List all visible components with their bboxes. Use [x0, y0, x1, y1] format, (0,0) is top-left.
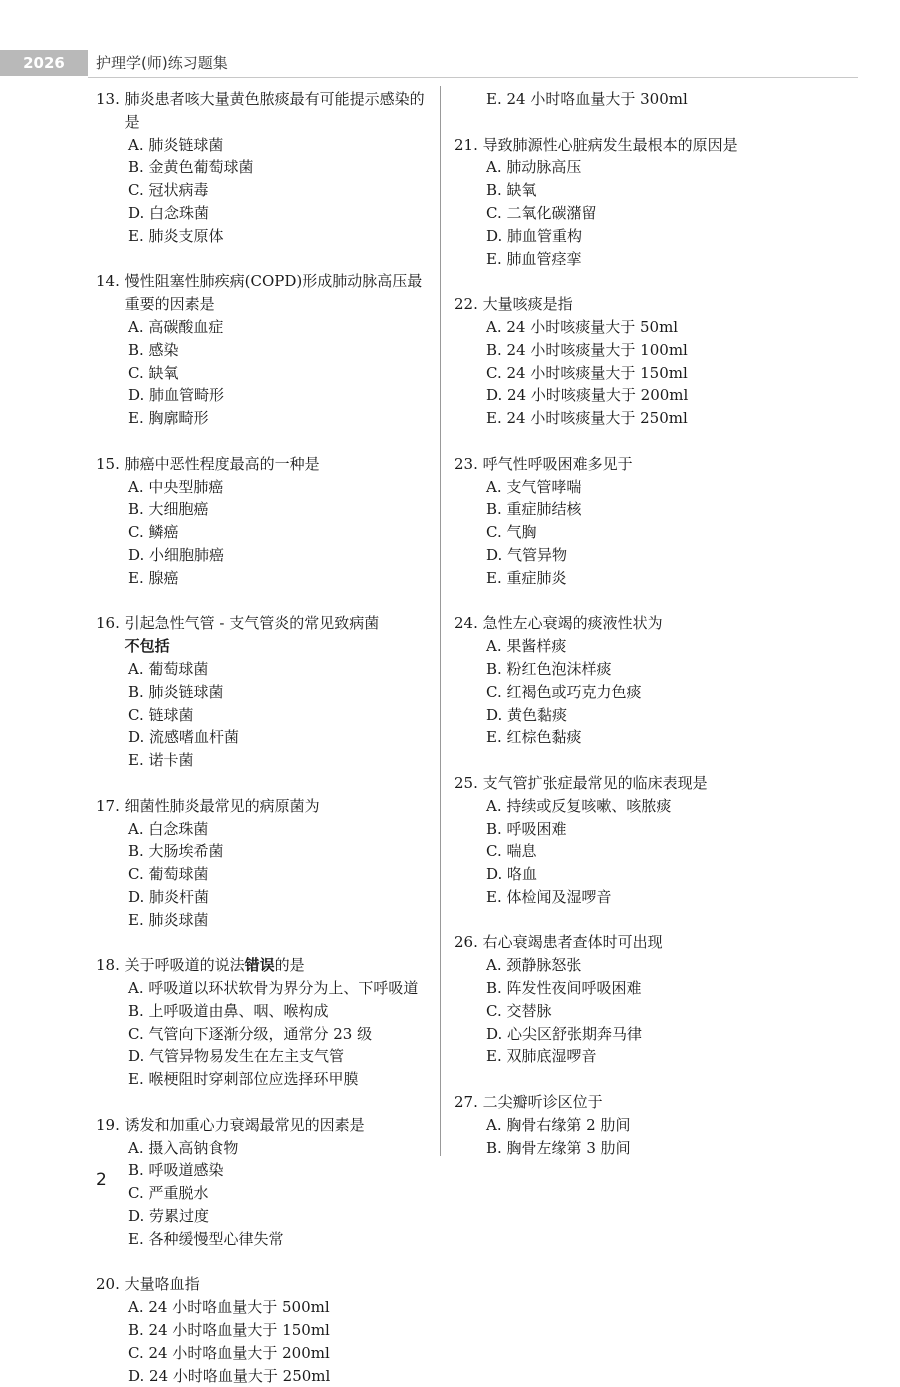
- option-e: E. 肺炎支原体: [128, 226, 224, 245]
- option-d: D. 小细胞肺癌: [128, 545, 225, 564]
- question-14: [96, 270, 432, 430]
- option-c: C. 喘息: [486, 842, 537, 861]
- question-15: [96, 453, 432, 590]
- question-stem: 大量咯血指: [124, 1275, 200, 1294]
- question-16: [96, 612, 432, 772]
- question-stem: 右心衰竭患者查体时可出现: [482, 933, 663, 952]
- question-23: [454, 453, 774, 590]
- question-number: 16.: [96, 614, 120, 633]
- option-c: C. 气胸: [486, 523, 537, 542]
- question-number: 24.: [454, 614, 478, 633]
- question-number: 18.: [96, 956, 120, 975]
- option-c: C. 二氧化碳潴留: [486, 203, 597, 222]
- option-e: E. 胸廓畸形: [128, 409, 209, 428]
- question-number: 14.: [96, 272, 120, 291]
- option-c: C. 鳞癌: [128, 523, 179, 542]
- question-22: [454, 293, 774, 430]
- option-e: E. 双肺底湿啰音: [486, 1047, 597, 1066]
- option-a: A. 呼吸道以环状软骨为界分为上、下呼吸道: [128, 979, 419, 998]
- question-number: 20.: [96, 1275, 120, 1294]
- option-c: C. 交替脉: [486, 1001, 552, 1020]
- option-a: A. 白念珠菌: [128, 819, 209, 838]
- option-e: E. 腺癌: [128, 568, 179, 587]
- question-19: [96, 1114, 432, 1251]
- option-e: E. 重症肺炎: [486, 568, 567, 587]
- option-b: B. 感染: [128, 340, 179, 359]
- header-book-title: 护理学(师)练习题集: [96, 54, 228, 72]
- option-e: E. 诺卡菌: [128, 751, 194, 770]
- option-c: C. 红褐色或巧克力色痰: [486, 682, 642, 701]
- question-18: [96, 954, 432, 1091]
- question-number: 13.: [96, 90, 120, 108]
- option-a: A. 葡萄球菌: [128, 659, 209, 678]
- option-e: E. 各种缓慢型心律失常: [128, 1229, 284, 1248]
- option-e: E. 喉梗阻时穿刺部位应选择环甲膜: [128, 1070, 359, 1089]
- question-stem-emphasis: 不包括: [124, 637, 170, 656]
- option-a: A. 果酱样痰: [486, 637, 567, 656]
- option-b: B. 大肠埃希菌: [128, 842, 224, 861]
- right-column: [454, 88, 774, 1159]
- question-stem: 肺癌中恶性程度最高的一种是: [124, 454, 320, 473]
- option-b: B. 呼吸道感染: [128, 1161, 224, 1180]
- option-a: A. 持续或反复咳嗽、咳脓痰: [486, 796, 672, 815]
- question-stem: 肺炎患者咳大量黄色脓痰最有可能提示感染的是: [124, 90, 425, 131]
- question-20-continued: [454, 88, 774, 111]
- option-b: B. 24 小时咯血量大于 150ml: [128, 1321, 330, 1340]
- option-c: C. 24 小时咳痰量大于 150ml: [486, 363, 688, 382]
- question-number: 22.: [454, 295, 478, 314]
- question-13: [96, 88, 432, 248]
- question-stem: 诱发和加重心力衰竭最常见的因素是: [124, 1115, 365, 1134]
- question-number: 15.: [96, 454, 120, 473]
- option-d: D. 肺炎杆菌: [128, 887, 210, 906]
- question-stem: 慢性阻塞性肺疾病(COPD)形成肺动脉高压最重要的因素是: [124, 272, 423, 314]
- option-b: B. 金黄色葡萄球菌: [128, 158, 254, 177]
- option-b: B. 上呼吸道由鼻、咽、喉构成: [128, 1001, 329, 1020]
- question-stem: 二尖瓣听诊区位于: [482, 1093, 603, 1112]
- question-stem-end: 的是: [274, 956, 305, 975]
- question-20: [96, 1273, 432, 1387]
- option-e: E. 体检闻及湿啰音: [486, 887, 612, 906]
- option-a: A. 肺炎链球菌: [128, 135, 224, 154]
- option-a: A. 24 小时咯血量大于 500ml: [128, 1298, 330, 1317]
- question-number: 17.: [96, 796, 120, 815]
- option-b: B. 缺氧: [486, 181, 537, 200]
- option-d: D. 肺血管畸形: [128, 386, 225, 405]
- question-25: [454, 772, 774, 909]
- option-c: C. 葡萄球菌: [128, 865, 209, 884]
- left-column: [96, 88, 432, 1387]
- option-e: E. 24 小时咯血量大于 300ml: [486, 90, 688, 108]
- question-number: 23.: [454, 454, 478, 473]
- option-b: B. 粉红色泡沫样痰: [486, 659, 612, 678]
- option-b: B. 重症肺结核: [486, 500, 582, 519]
- question-stem: 支气管扩张症最常见的临床表现是: [482, 773, 708, 792]
- option-d: D. 流感嗜血杆菌: [128, 728, 240, 747]
- option-a: A. 支气管哮喘: [486, 477, 582, 496]
- option-c: C. 气管向下逐渐分级，通常分 23 级: [128, 1024, 373, 1043]
- question-stem: 呼气性呼吸困难多见于: [482, 454, 633, 473]
- option-e: E. 红棕色黏痰: [486, 728, 582, 747]
- question-number: 25.: [454, 773, 478, 792]
- option-a: A. 摄入高钠食物: [128, 1138, 239, 1157]
- option-d: D. 24 小时咯血量大于 250ml: [128, 1366, 331, 1385]
- option-e: E. 肺炎球菌: [128, 910, 209, 929]
- option-c: C. 严重脱水: [128, 1184, 209, 1203]
- option-d: D. 黄色黏痰: [486, 705, 568, 724]
- option-b: B. 呼吸困难: [486, 819, 567, 838]
- question-number: 21.: [454, 135, 478, 154]
- option-d: D. 24 小时咳痰量大于 200ml: [486, 386, 689, 405]
- option-d: D. 肺血管重构: [486, 226, 583, 245]
- question-27: [454, 1091, 774, 1159]
- option-a: A. 24 小时咳痰量大于 50ml: [486, 317, 679, 336]
- option-b: B. 阵发性夜间呼吸困难: [486, 979, 642, 998]
- option-b: B. 肺炎链球菌: [128, 682, 224, 701]
- header-year-badge: 2026: [0, 50, 88, 76]
- question-number: 19.: [96, 1115, 120, 1134]
- page-number: 2: [96, 1170, 107, 1190]
- question-stem: 急性左心衰竭的痰液性状为: [482, 614, 663, 633]
- option-d: D. 气管异物: [486, 545, 568, 564]
- option-c: C. 冠状病毒: [128, 181, 209, 200]
- question-number: 27.: [454, 1093, 478, 1112]
- option-a: A. 中央型肺癌: [128, 477, 224, 496]
- question-24: [454, 612, 774, 749]
- option-d: D. 气管异物易发生在左主支气管: [128, 1047, 345, 1066]
- question-stem: 关于呼吸道的说法: [124, 956, 245, 975]
- option-e: E. 24 小时咳痰量大于 250ml: [486, 409, 688, 428]
- question-stem: 细菌性肺炎最常见的病原菌为: [124, 796, 320, 815]
- question-number: 26.: [454, 933, 478, 952]
- header-rule: [88, 77, 858, 78]
- question-17: [96, 795, 432, 932]
- column-divider: [440, 86, 441, 1156]
- question-26: [454, 931, 774, 1068]
- option-c: C. 链球菌: [128, 705, 194, 724]
- option-d: D. 白念珠菌: [128, 203, 210, 222]
- question-stem: 引起急性气管 - 支气管炎的常见致病菌: [124, 614, 380, 633]
- option-a: A. 高碳酸血症: [128, 317, 224, 336]
- question-stem: 导致肺源性心脏病发生最根本的原因是: [482, 135, 738, 154]
- option-a: A. 胸骨右缘第 2 肋间: [486, 1115, 631, 1134]
- option-e: E. 肺血管痉挛: [486, 249, 582, 268]
- question-stem: 大量咳痰是指: [482, 295, 573, 314]
- question-21: [454, 134, 774, 271]
- option-a: A. 肺动脉高压: [486, 158, 582, 177]
- option-d: D. 劳累过度: [128, 1207, 210, 1226]
- option-d: D. 心尖区舒张期奔马律: [486, 1024, 643, 1043]
- option-d: D. 咯血: [486, 865, 538, 884]
- option-c: C. 24 小时咯血量大于 200ml: [128, 1343, 330, 1362]
- option-b: B. 大细胞癌: [128, 500, 209, 519]
- option-a: A. 颈静脉怒张: [486, 956, 582, 975]
- option-c: C. 缺氧: [128, 363, 179, 382]
- option-b: B. 24 小时咳痰量大于 100ml: [486, 340, 688, 359]
- option-b: B. 胸骨左缘第 3 肋间: [486, 1138, 631, 1157]
- question-stem-emphasis: 错误: [244, 956, 275, 975]
